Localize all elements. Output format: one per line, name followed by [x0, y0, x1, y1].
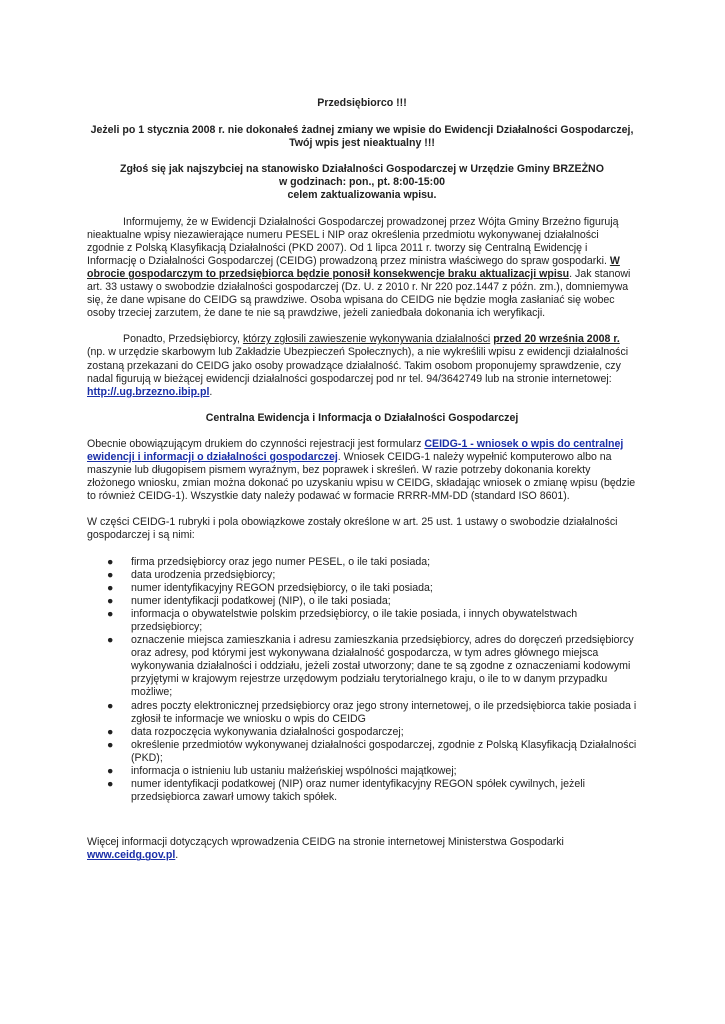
- list-item-text: oznaczenie miejsca zamieszkania i adresu zamieszkania przedsiębiorcy, adres do doręczeń przedsiębiorcy oraz adresy, pod którymi jest wykonywana działalność gospodarcza, w tym adres głównego miejsca wykonywania działalności i oddziału, jeżeli został utworzony; dane te są zgodne z oznaczeniami kodowymi przyjętymi w krajowym rejestrze urzędowym podziału terytorialnego kraju, o ile to w danym przypadku możliwe;: [131, 634, 634, 699]
- info-text-c: . Jak stanowi art. 33 ustawy o swobodzie działalności gospodarczej (Dz. U. z 2010 r. Nr 220 poz.1447 z późn. zm.), domniemywa się, że dane wpisane do CEIDG są prawdziwe. Osoba wpisana do CEIDG nie będzie mogła zasłaniać się wobec osoby trzeciej zarzutem, że dane te nie są prawdziwe, jeżeli zaniedbała dokonania ich weryfikacji.: [87, 267, 631, 320]
- list-item: [87, 569, 637, 582]
- bullet-icon: ●: [107, 607, 114, 620]
- bullet-icon: ●: [107, 778, 114, 791]
- document-page: [87, 97, 637, 863]
- list-item: [87, 726, 637, 739]
- bullet-icon: ●: [107, 738, 114, 751]
- info-emphasis: W obrocie gospodarczym to przedsiębiorca będzie ponosił konsekwencje braku aktualizacji wpisu: [87, 254, 620, 280]
- suspension-date: przed 20 września 2008 r.: [493, 333, 620, 346]
- list-item-text: informacja o obywatelstwie polskim przedsiębiorcy, o ile takie posiada, i innych obywatelstwach przedsiębiorcy;: [131, 607, 578, 633]
- bip-link[interactable]: http://.ug.brzezno.ibip.pl: [87, 385, 210, 398]
- call-line-1: Zgłoś się jak najszybciej na stanowisko Działalności Gospodarczej w Urzędzie Gminy BRZEŻNO: [120, 163, 604, 176]
- ceidg-website-link[interactable]: www.ceidg.gov.pl: [87, 849, 176, 862]
- list-item: [87, 556, 637, 569]
- bullet-icon: ●: [107, 699, 114, 712]
- bullet-icon: ●: [107, 765, 114, 778]
- fields-intro-paragraph: W części CEIDG-1 rubryki i pola obowiązkowe zostały określone w art. 25 ust. 1 ustawy o swobodzie działalności gospodarczej i są nimi:: [87, 516, 618, 542]
- call-line-3: celem zaktualizowania wpisu.: [287, 189, 437, 202]
- bullet-icon: ●: [107, 555, 114, 568]
- list-item-text: adres poczty elektronicznej przedsiębiorcy oraz jego strony internetowej, o ile przedsiębiorca takie posiada i zgłosił te informacje we wniosku o wpis do CEIDG: [131, 699, 637, 725]
- form-text-a: Obecnie obowiązującym drukiem do czynności rejestracji jest formularz: [87, 437, 425, 450]
- list-item: [87, 739, 637, 765]
- info-paragraph: [87, 216, 637, 321]
- list-item-text: firma przedsiębiorcy oraz jego numer PESEL, o ile taki posiada;: [131, 555, 431, 568]
- bullet-icon: ●: [107, 568, 114, 581]
- list-item: [87, 582, 637, 595]
- footer-text-end: .: [175, 849, 179, 862]
- bullet-icon: ●: [107, 594, 114, 607]
- list-item-text: data rozpoczęcia wykonywania działalności gospodarczej;: [131, 725, 404, 738]
- list-item: [87, 634, 637, 699]
- bullet-icon: ●: [107, 581, 114, 594]
- list-item-text: numer identyfikacyjny REGON przedsiębiorcy, o ile taki posiada;: [131, 581, 433, 594]
- info-text-a: Informujemy, że w Ewidencji Działalności Gospodarczej prowadzonej przez Wójta Gminy Brzeżno figurują nieaktualne wpisy niezawierające numeru PESEL i NIP oraz określenia przedmiotu wykonywanej działalności zgodnie z Polską Klasyfikacją Działalności (PKD 2007). Od 1 lipca 2011 r. tworzy się Centralną Ewidencję i Informację o Działalności Gospodarczej (CEIDG) prowadzoną przez ministra właściwego do spraw gospodarki.: [87, 215, 619, 267]
- required-fields-list: [87, 556, 637, 805]
- ceidg-form-link[interactable]: CEIDG-1 - wniosek o wpis do centralnej ewidencji i informacji o działalności gospodarczej: [87, 437, 624, 463]
- list-item: [87, 595, 637, 608]
- list-item-text: informacja o istnieniu lub ustaniu małżeńskiej wspólności majątkowej;: [131, 765, 457, 778]
- footer-text: Więcej informacji dotyczących wprowadzenia CEIDG na stronie internetowej Ministerstwa Gospodarki: [87, 836, 564, 849]
- call-line-2: w godzinach: pon., pt. 8:00-15:00: [279, 176, 445, 189]
- intro-warning: Jeżeli po 1 stycznia 2008 r. nie dokonałeś żadnej zmiany we wpisie do Ewidencji Działalności Gospodarczej, Twój wpis jest nieaktualny !!!: [90, 124, 634, 150]
- list-item-text: określenie przedmiotów wykonywanej działalności gospodarczej, zgodnie z Polską Klasyfikacją Działalności (PKD);: [131, 738, 637, 764]
- suspension-underline: którzy zgłosili zawieszenie wykonywania działalności: [242, 333, 491, 346]
- suspension-text-e: (np. w urzędzie skarbowym lub Zakładzie Ubezpieczeń Społecznych), a nie wykreślili wpisu z ewidencji działalności zostaną przekazani do CEIDG jako osoby prowadzące działalność. Takim osobom proponujemy sprawdzenie, czy nadal figurują w bieżącej ewidencji działalności gospodarczej pod nr tel. 94/3642749 lub na stronie internetowej:: [87, 346, 629, 385]
- list-item-text: numer identyfikacji podatkowej (NIP) oraz numer identyfikacyjny REGON spółek cywilnych, jeżeli przedsiębiorca zawarł umowy takich spółek.: [131, 778, 585, 804]
- footer-paragraph: [87, 836, 637, 862]
- page-title: Przedsiębiorco !!!: [317, 97, 407, 109]
- form-paragraph: [87, 438, 637, 503]
- call-to-action: [87, 163, 637, 202]
- list-item: [87, 700, 637, 726]
- list-item-text: data urodzenia przedsiębiorcy;: [131, 568, 276, 581]
- list-item: [87, 608, 637, 634]
- bullet-icon: ●: [107, 634, 114, 647]
- suspension-text-a: Ponadto, Przedsiębiorcy,: [123, 333, 243, 346]
- list-item-text: numer identyfikacji podatkowej (NIP), o ile taki posiada;: [131, 594, 391, 607]
- section-title: Centralna Ewidencja i Informacja o Działalności Gospodarczej: [205, 411, 519, 424]
- suspension-paragraph: [87, 333, 637, 398]
- list-item: [87, 778, 637, 804]
- suspension-text-f: .: [209, 385, 213, 398]
- form-text-b: . Wniosek CEIDG-1 należy wypełnić komputerowo albo na maszynie lub długopisem pismem wyraźnym, bez poprawek i skreśleń. W razie potrzeby dokonania korekty złożonego wniosku, zmian można dokonać po uzyskaniu wpisu w CEIDG, składając wniosek o zmianę wpisu (będzie to również CEIDG-1). Wszystkie daty należy podawać w formacie RRRR-MM-DD (standard ISO 8601).: [87, 450, 636, 503]
- bullet-icon: ●: [107, 725, 114, 738]
- list-item: [87, 765, 637, 778]
